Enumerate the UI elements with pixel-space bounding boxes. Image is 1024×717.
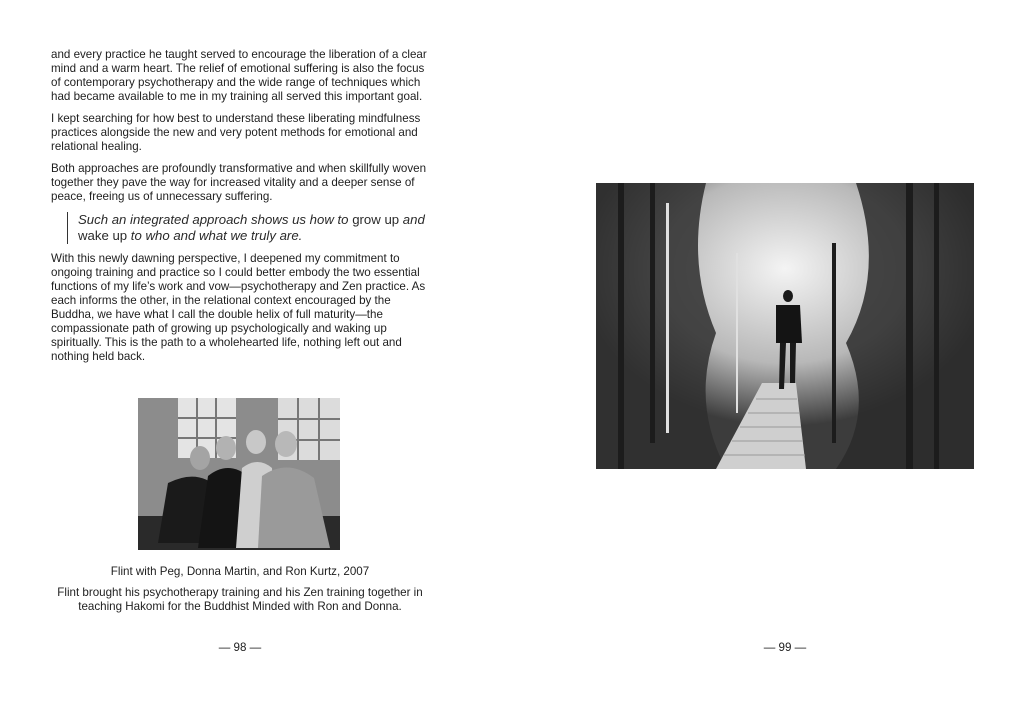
quote-part-1: Such an integrated approach shows us how to (78, 212, 349, 227)
forest-boardwalk-photo (596, 183, 974, 469)
quote-part-5: to who and what we truly are. (130, 228, 303, 243)
photo-caption-title: Flint with Peg, Donna Martin, and Ron Kurtz, 2007 (110, 565, 370, 578)
paragraph-2: I kept searching for how best to understand these liberating mindfulness practices alongside the new and very potent methods for emotional and relational healing. (51, 112, 421, 153)
quote-part-3: and (402, 212, 425, 227)
photo-caption-body: Flint brought his psychotherapy training and his Zen training together in teaching Hakomi for the Buddhist Minded with Ron and Donna. (57, 586, 423, 613)
group-photo (138, 398, 340, 550)
paragraph-3: Both approaches are profoundly transformative and when skillfully woven together they pave the way for increased vitality and a deeper sense of peace, freeing us of unnecessary suffering. (51, 162, 427, 203)
pull-quote (67, 212, 431, 244)
quote-part-2: grow up (348, 212, 403, 227)
quote-part-4: wake up (78, 228, 131, 243)
paragraph-4: With this newly dawning perspective, I deepened my commitment to ongoing training and practice so I could better embody the two essential functions of my life’s work and vow—psychotherapy and Zen practice. As each informs the other, in the relational context encouraged by the Buddha, we have what I call the double helix of full maturity—the compassionate path of growing up psychologically and waking up spiritually. This is the path to a wholehearted life, nothing left out and nothing held back. (51, 252, 426, 363)
page-number-right: — 99 — (763, 641, 807, 654)
right-page (512, 0, 1024, 717)
body-text (51, 48, 431, 372)
page-number-left: — 98 — (218, 641, 262, 654)
paragraph-1: and every practice he taught served to encourage the liberation of a clear mind and a warm heart. The relief of emotional suffering is also the focus of contemporary psychotherapy and the wide range of techniques which had became available to me in my training all served this important goal. (51, 48, 427, 103)
